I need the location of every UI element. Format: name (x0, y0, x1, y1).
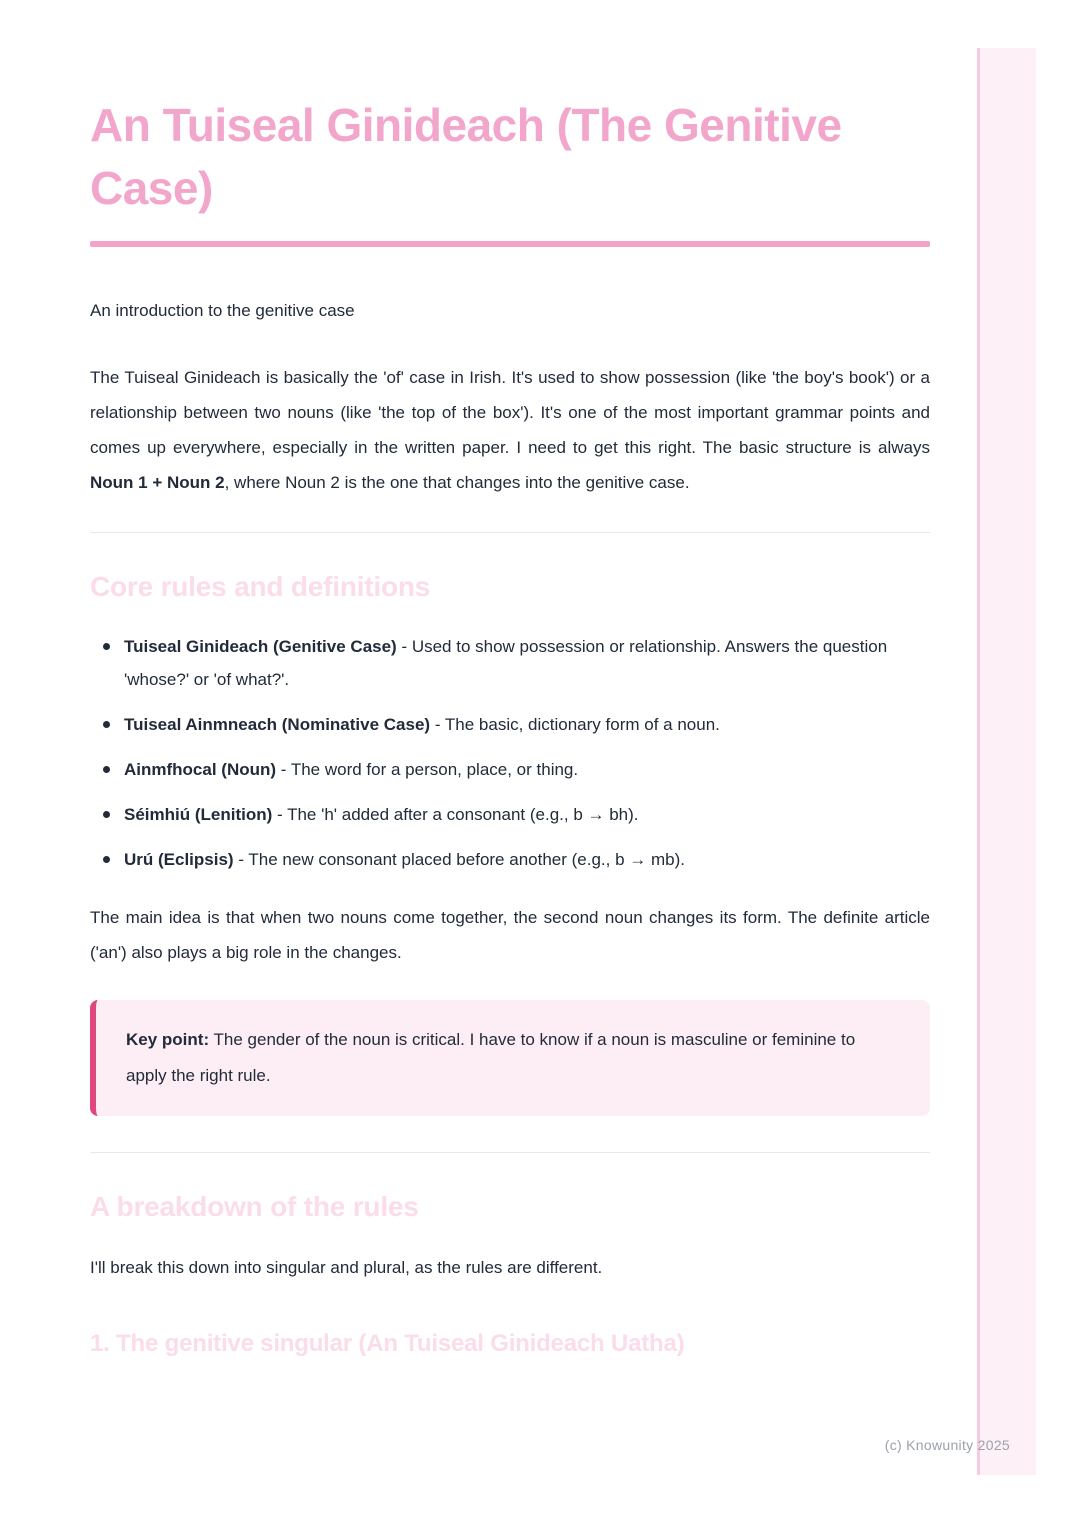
subsection-heading-genitive-singular: 1. The genitive singular (An Tuiseal Ginideach Uatha) (90, 1329, 685, 1357)
section-heading-core-rules: Core rules and definitions (90, 570, 431, 602)
section-heading-breakdown: A breakdown of the rules (90, 1190, 419, 1222)
list-item (90, 798, 930, 831)
breakdown-intro: I'll break this down into singular and plural, as the rules are different. (90, 1257, 603, 1277)
definition-desc: - Used to show possession or relationship. Answers the question 'whose?' or 'of what?'. (124, 636, 888, 689)
list-item (90, 753, 930, 786)
side-accent-strip (977, 48, 1036, 1475)
definition-term: Tuiseal Ainmneach (Nominative Case) (124, 714, 431, 734)
definition-term: Tuiseal Ginideach (Genitive Case) (124, 636, 397, 656)
intro-paragraph-post: , where Noun 2 is the one that changes into the genitive case. (224, 472, 690, 492)
definition-desc: - The 'h' added after a consonant (e.g., b → bh). (272, 804, 639, 824)
section-divider (90, 1152, 930, 1153)
key-point-label: Key point: (126, 1029, 210, 1049)
key-point-callout (90, 1000, 930, 1116)
list-item (90, 843, 930, 876)
intro-paragraph (90, 360, 930, 500)
copyright-text: (c) Knowunity 2025 (884, 1437, 1010, 1453)
main-idea-paragraph: The main idea is that when two nouns come together, the second noun changes its form. The definite article ('an') also plays a big role in the changes. (90, 907, 930, 962)
definition-desc: - The basic, dictionary form of a noun. (430, 714, 720, 734)
list-item (90, 630, 930, 696)
intro-paragraph-pre: The Tuiseal Ginideach is basically the 'of' case in Irish. It's used to show possession (like 'the boy's book') or a relationship between two nouns (like 'the top of the box'). It's one of the most important grammar points and comes up everywhere, especially in the written paper. I need to get this right. The basic structure is always (90, 367, 930, 457)
title-divider (90, 241, 930, 247)
list-item (90, 708, 930, 741)
section-divider (90, 532, 930, 533)
definition-term: Urú (Eclipsis) (124, 849, 234, 869)
intro-paragraph-bold: Noun 1 + Noun 2 (90, 472, 225, 492)
definition-desc: - The new consonant placed before another (e.g., b → mb). (233, 849, 685, 869)
definition-desc: - The word for a person, place, or thing. (276, 759, 579, 779)
document-body (90, 0, 930, 1359)
page-title: An Tuiseal Ginideach (The Genitive Case) (90, 99, 842, 215)
definition-term: Séimhiú (Lenition) (124, 804, 273, 824)
key-point-body: The gender of the noun is critical. I have to know if a noun is masculine or feminine to apply the right rule. (126, 1029, 856, 1085)
definitions-list (90, 630, 930, 876)
intro-subtitle: An introduction to the genitive case (90, 300, 355, 320)
definition-term: Ainmfhocal (Noun) (124, 759, 277, 779)
key-point-text (126, 1022, 900, 1094)
